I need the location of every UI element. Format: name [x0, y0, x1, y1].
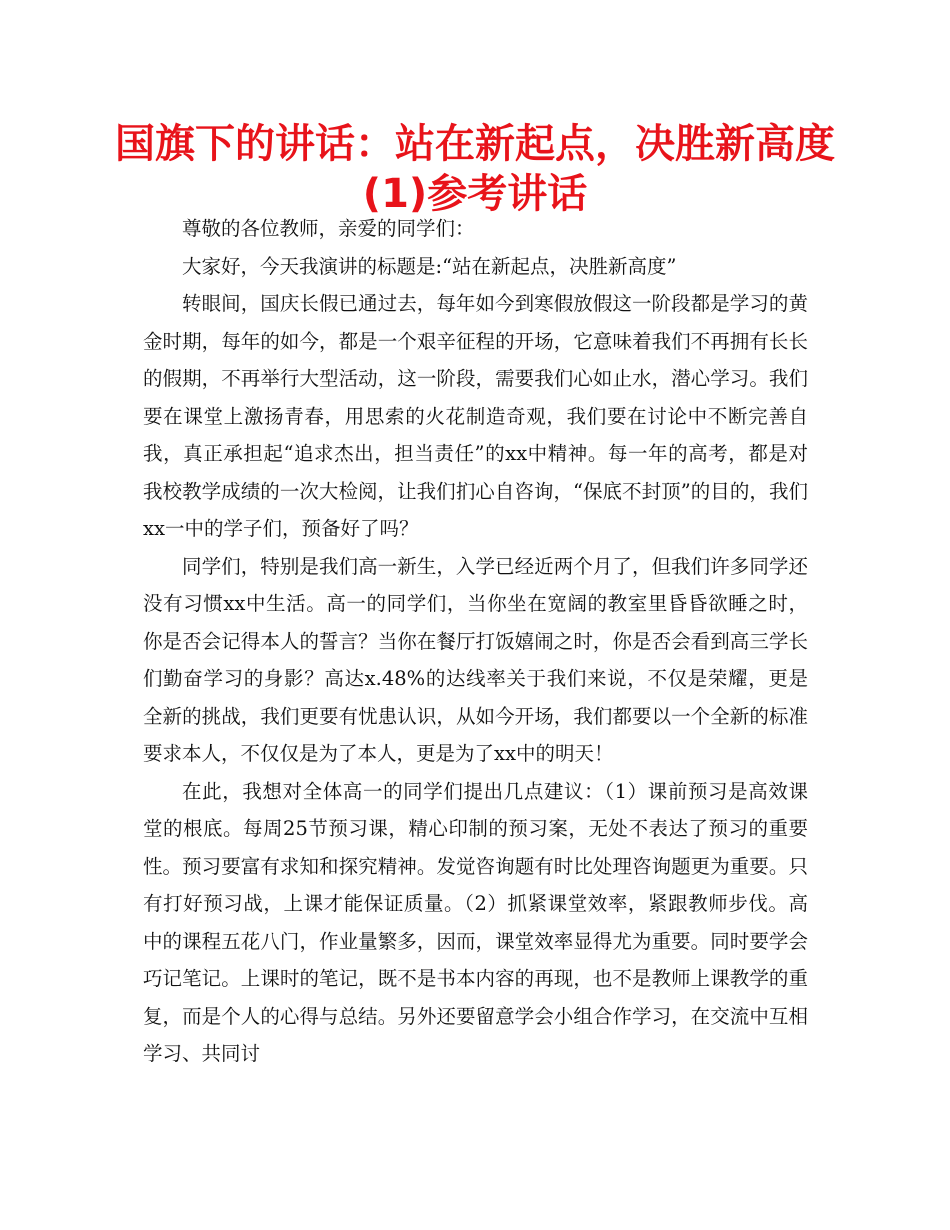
document-body [143, 210, 808, 1073]
document-title-line-1: 国旗下的讲话：站在新起点，决胜新高度 [115, 121, 835, 167]
paragraph-1: 转眼间，国庆长假已通过去，每年如今到寒假放假这一阶段都是学习的黄金时期，每年的如今，都是一个艰辛征程的开场，它意味着我们不再拥有长长的假期，不再举行大型活动，这一阶段，需要我们心如止水，潜心学习。我们要在课堂上激扬青春，用思索的火花制造奇观，我们要在讨论中不断完善自我，真正承担起“追求杰出，担当责任”的xx中精神。每一年的高考，都是对我校教学成绩的一次大检阅，让我们扪心自咨询，“保底不封顶”的目的，我们xx一中的学子们，预备好了吗？ [143, 292, 808, 540]
paragraph-3: 在此，我想对全体高一的同学们提出几点建议：（1）课前预习是高效课堂的根底。每周25节预习课，精心印制的预习案，无处不表达了预习的重要性。预习要富有求知和探究精神。发觉咨询题有时比处理咨询题更为重要。只有打好预习战，上课才能保证质量。（2）抓紧课堂效率，紧跟教师步伐。高中的课程五花八门，作业量繁多，因而，课堂效率显得尤为重要。同时要学会巧记笔记。上课时的笔记，既不是书本内容的再现，也不是教师上课教学的重复，而是个人的心得与总结。另外还要留意学会小组合作学习，在交流中互相学习、共同讨 [143, 779, 808, 1065]
paragraph-2: 同学们，特别是我们高一新生，入学已经近两个月了，但我们许多同学还没有习惯xx中生活。高一的同学们，当你坐在宽阔的教室里昏昏欲睡之时，你是否会记得本人的誓言？当你在餐厅打饭嬉闹之时，你是否会看到高三学长们勤奋学习的身影？高达x.48%的达线率关于我们来说，不仅是荣耀，更是全新的挑战，我们更要有忧患认识，从如今开场，我们都要以一个全新的标准要求本人，不仅仅是为了本人，更是为了xx中的明天！ [143, 554, 808, 765]
paragraph-intro: 大家好，今天我演讲的标题是:“站在新起点，决胜新高度” [182, 254, 677, 278]
document-title-line-2: (1)参考讲话 [362, 171, 588, 217]
paragraph-greeting: 尊敬的各位教师，亲爱的同学们： [182, 217, 475, 240]
